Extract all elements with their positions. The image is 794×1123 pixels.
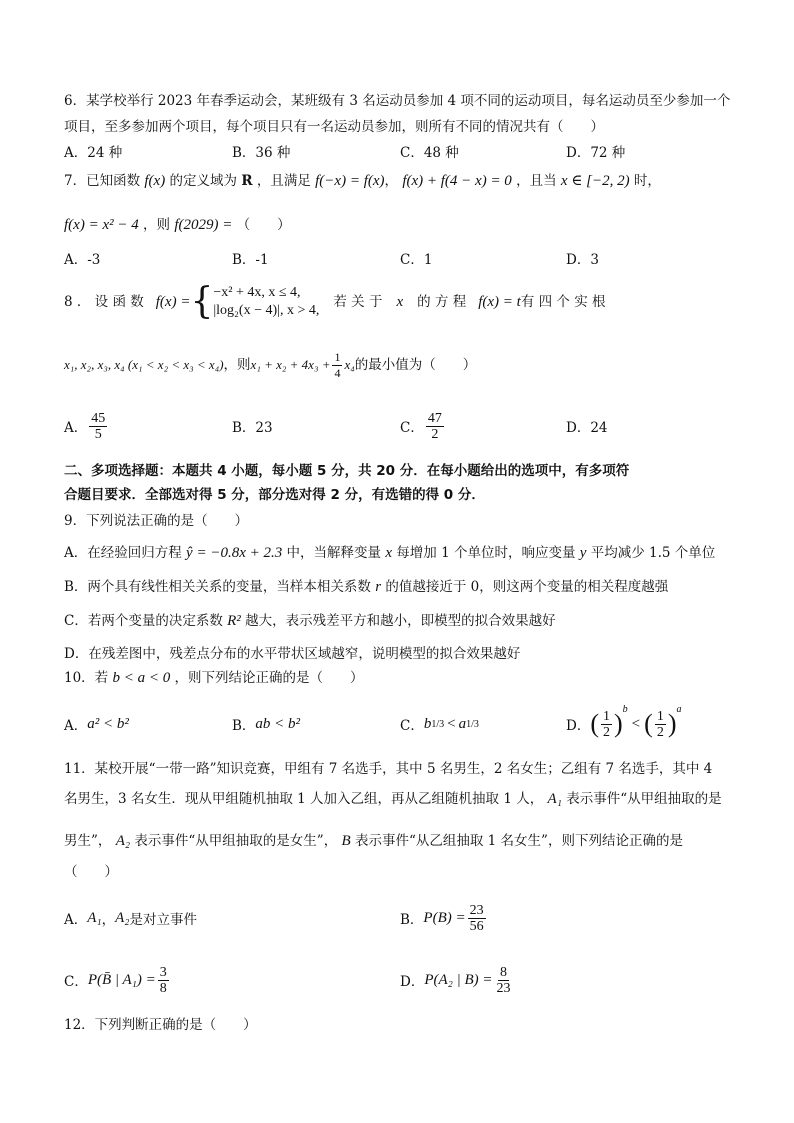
q9-text: 越大，表示残差平方和越小，即模型的拟合效果越好	[245, 613, 556, 629]
q7-text: 时，	[633, 173, 661, 189]
q11-c-eq: P(B̄ | A₁) =	[87, 971, 156, 988]
q10-d-lparen: (	[644, 709, 653, 738]
q7-option-c: C．1	[400, 252, 433, 268]
q11-line4: （ ）	[64, 864, 118, 880]
q10-option-d	[566, 704, 681, 744]
q9-text: A．在经验回归方程	[64, 545, 182, 561]
q8-frac	[332, 350, 342, 381]
q11-c-frac	[158, 965, 169, 996]
q11-option-d-label: D．	[400, 974, 425, 990]
frac-den: 8	[159, 980, 167, 996]
q9-r-squared: R²	[227, 613, 241, 629]
q7-option-a: A．-3	[64, 252, 101, 268]
frac-num: 47	[427, 410, 442, 426]
q9-text: 的值越接近于 0，则这两个变量的相关程度越强	[385, 579, 669, 595]
q10-text: 10．若	[64, 670, 109, 686]
q7-line2	[64, 216, 291, 234]
q8-vars: x₁, x₂, x₃, x₄ (x₁ < x₂ < x₃ < x₄)	[64, 357, 224, 372]
q8-case2: |log₂(x − 4)|, x > 4,	[213, 303, 320, 318]
q8-line2	[64, 350, 476, 380]
q7-text: 7．已知函数	[64, 173, 141, 189]
q9-regression-eq: ŷ = −0.8x + 2.3	[186, 545, 283, 561]
q8-fx: f(x) =	[155, 294, 191, 310]
q7-option-b: B．-1	[232, 252, 269, 268]
q11-a-text: 是对立事件	[129, 912, 198, 928]
q11-option-d	[400, 960, 515, 1000]
q10-c-base-a: a	[458, 715, 467, 732]
q7-paren: （ ）	[236, 217, 291, 233]
frac-num: 1	[603, 708, 610, 724]
q8-lead: 8 ． 设 函 数	[64, 294, 144, 310]
q11-text: 表示事件“从甲组抽取的是女生”，	[134, 833, 338, 849]
q11-text: 男生”，	[64, 833, 112, 849]
q11-B: B	[341, 833, 351, 849]
q11-option-c-label: C．	[64, 974, 88, 990]
frac-den: 2	[656, 724, 664, 740]
frac-den: 56	[469, 918, 484, 934]
q9-text: 平均减少 1.5 个单位	[590, 545, 716, 561]
frac-num: 45	[91, 410, 106, 426]
q11-d-eq: P(A₂ | B) =	[424, 971, 493, 988]
q7-line1: 7．已知函数 f(x) 的定义域为 R ，且满足 f(−x) = f(x)， f(x) + f(4 − x) = 0 ，且当 x ∈ [−2, 2) 时，	[64, 173, 661, 189]
q8-frac-den: 4	[334, 365, 341, 380]
frac-num: 3	[159, 964, 167, 980]
q6-option-d: D．72 种	[566, 145, 626, 161]
q10-option-c	[400, 704, 479, 744]
q10-option-b	[232, 704, 300, 744]
frac-num: 1	[656, 708, 664, 724]
q8-text: 的最小值为（ ）	[354, 357, 477, 373]
q8-line1	[64, 282, 744, 322]
q8-x: x	[396, 294, 404, 310]
q8-text: ，则	[223, 357, 251, 373]
q10-option-c-label: C．	[400, 718, 424, 734]
q9-option-b	[64, 578, 668, 596]
q11-text: 表示事件“从乙组抽取 1 名女生”，则下列结论正确的是	[354, 833, 683, 849]
q11-line2	[64, 790, 722, 808]
q8-option-a	[64, 408, 109, 444]
q11-option-a-label: A．	[64, 912, 88, 928]
q11-a-sep: ，	[101, 912, 116, 928]
q7-text: ，则	[143, 217, 171, 233]
q9-y: y	[579, 545, 587, 561]
q10-cond: b < a < 0	[112, 670, 171, 686]
q7-text: 的定义域为	[169, 173, 238, 189]
q10-d-rparen: )	[614, 709, 623, 738]
q10-d-rparen: )	[667, 709, 677, 738]
q11-d-frac	[495, 965, 513, 996]
q8-option-a-frac	[89, 411, 107, 442]
q10-d-frac	[655, 709, 666, 740]
q9-option-c	[64, 612, 556, 630]
q9-stem: 9．下列说法正确的是（ ）	[64, 513, 249, 529]
q8-option-c-label: C．	[400, 420, 424, 436]
q10-stem	[64, 669, 364, 687]
q10-option-a	[64, 704, 129, 744]
q7-text: ，且满足	[256, 173, 311, 189]
q10-c-lt: <	[447, 715, 456, 732]
q8-expr: x₁ + x₂ + 4x₃ +	[250, 357, 331, 372]
frac-den: 2	[603, 724, 610, 740]
q10-option-b-label: B．	[232, 718, 256, 734]
q6-line1: 6．某学校举行 2023 年春季运动会，某班级有 3 名运动员参加 4 项不同的运动项目，每名运动员至少参加一个	[64, 93, 731, 109]
q6-option-c: C．48 种	[400, 145, 459, 161]
q7-cond: x ∈ [−2, 2)	[560, 173, 630, 189]
q9-option-a	[64, 544, 715, 562]
q11-A1: A₁	[547, 791, 562, 807]
q10-option-b-eq: ab < b²	[255, 715, 301, 732]
q10-options	[64, 704, 744, 744]
q10-c-base-b: b	[423, 715, 432, 732]
q7-fx: f(x)	[144, 173, 166, 189]
q7-ask: f(2029) =	[174, 217, 233, 233]
q10-d-lt: <	[631, 715, 641, 732]
q9-text: 中，当解释变量	[286, 545, 382, 561]
q11-line3	[64, 832, 683, 850]
q7-eq1: f(−x) = f(x)	[315, 173, 385, 189]
q8-text: 若 关 于	[333, 294, 383, 310]
frac-num: 8	[500, 964, 508, 980]
q7-eq2: f(x) + f(4 − x) = 0	[402, 173, 512, 189]
q9-text: 每增加 1 个单位时，响应变量	[396, 545, 576, 561]
q8-option-a-label: A．	[64, 420, 88, 436]
section2-line2: 合题目要求．全部选对得 5 分，部分选对得 2 分，有选错的得 0 分．	[64, 487, 485, 503]
q8-options	[64, 408, 744, 444]
q10-d-exp-b: b	[622, 704, 628, 715]
q11-a-A1: A₁	[87, 909, 102, 926]
frac-den: 23	[496, 980, 511, 996]
q8-case1: −x² + 4x, x ≤ 4,	[213, 285, 301, 300]
q11-options-ab	[64, 898, 744, 938]
q8-eq: f(x) = t	[478, 294, 521, 310]
q11-option-c	[64, 960, 171, 1000]
q6-options	[64, 136, 744, 166]
q7-def: f(x) = x² − 4	[64, 217, 139, 233]
frac-den: 2	[431, 426, 439, 442]
q8-tail: 有 四 个 实 根	[520, 294, 606, 310]
q8-option-c	[400, 408, 446, 444]
q7-text: ，且当	[516, 173, 557, 189]
q9-option-d: D．在残差图中，残差点分布的水平带状区域越窄，说明模型的拟合效果越好	[64, 646, 521, 662]
q7-R: R	[241, 173, 253, 189]
q11-option-a	[64, 898, 197, 938]
q6-option-a: A．24 种	[64, 145, 123, 161]
q11-a-A2: A₂	[115, 909, 130, 926]
q10-c-exp: 1/3	[466, 718, 479, 730]
q8-option-b: B．23	[232, 420, 273, 436]
q9-r: r	[375, 579, 382, 595]
q10-d-exp-a: a	[676, 704, 682, 715]
frac-num: 23	[469, 902, 484, 918]
q11-b-frac	[468, 903, 486, 934]
q11-line1: 11．某校开展“一带一路”知识竞赛，甲组有 7 名选手，其中 5 名男生，2 名女生；乙组有 7 名选手，其中 4	[64, 761, 713, 777]
q6-line2: 项目，至多参加两个项目，每个项目只有一名运动员参加，则所有不同的情况共有（ ）	[64, 119, 604, 135]
q8-option-c-frac	[426, 411, 444, 442]
q11-A2: A₂	[115, 833, 131, 849]
q11-option-b-label: B．	[400, 912, 424, 928]
q10-text: ，则下列结论正确的是（ ）	[174, 670, 364, 686]
q8-x4: x₄	[344, 357, 355, 372]
frac-den: 5	[94, 426, 102, 442]
q10-option-d-label: D．	[566, 718, 591, 734]
q11-b-eq: P(B) =	[423, 909, 466, 926]
q8-cases	[213, 284, 319, 320]
q7-options	[64, 243, 744, 273]
q11-text: 名男生，3 名女生．现从甲组随机抽取 1 人加入乙组，再从乙组随机抽取 1 人，	[64, 791, 544, 807]
q9-text: B．两个具有线性相关关系的变量，当样本相关系数	[64, 579, 371, 595]
q8-text: 的 方 程	[417, 294, 467, 310]
q8-brace: {	[190, 281, 214, 322]
q11-options-cd	[64, 960, 744, 1000]
q10-c-exp: 1/3	[431, 718, 445, 730]
q10-d-lparen: (	[590, 709, 599, 738]
q12-stem: 12．下列判断正确的是（ ）	[64, 1017, 257, 1033]
q11-text: 表示事件“从甲组抽取的是	[566, 791, 722, 807]
q8-frac-num: 1	[334, 349, 341, 364]
section2-line1: 二、多项选择题：本题共 4 小题，每小题 5 分，共 20 分．在每小题给出的选项中，有多项符	[64, 463, 630, 479]
q10-option-a-eq: a² < b²	[87, 715, 129, 732]
q10-option-a-label: A．	[64, 718, 88, 734]
q6-option-b: B．36 种	[232, 145, 291, 161]
q7-option-d: D．3	[566, 252, 599, 268]
q9-text: C．若两个变量的决定系数	[64, 613, 223, 629]
q9-x: x	[385, 545, 392, 561]
q11-option-b	[400, 898, 488, 938]
q10-d-frac	[601, 709, 612, 740]
q8-option-d: D．24	[566, 420, 608, 436]
